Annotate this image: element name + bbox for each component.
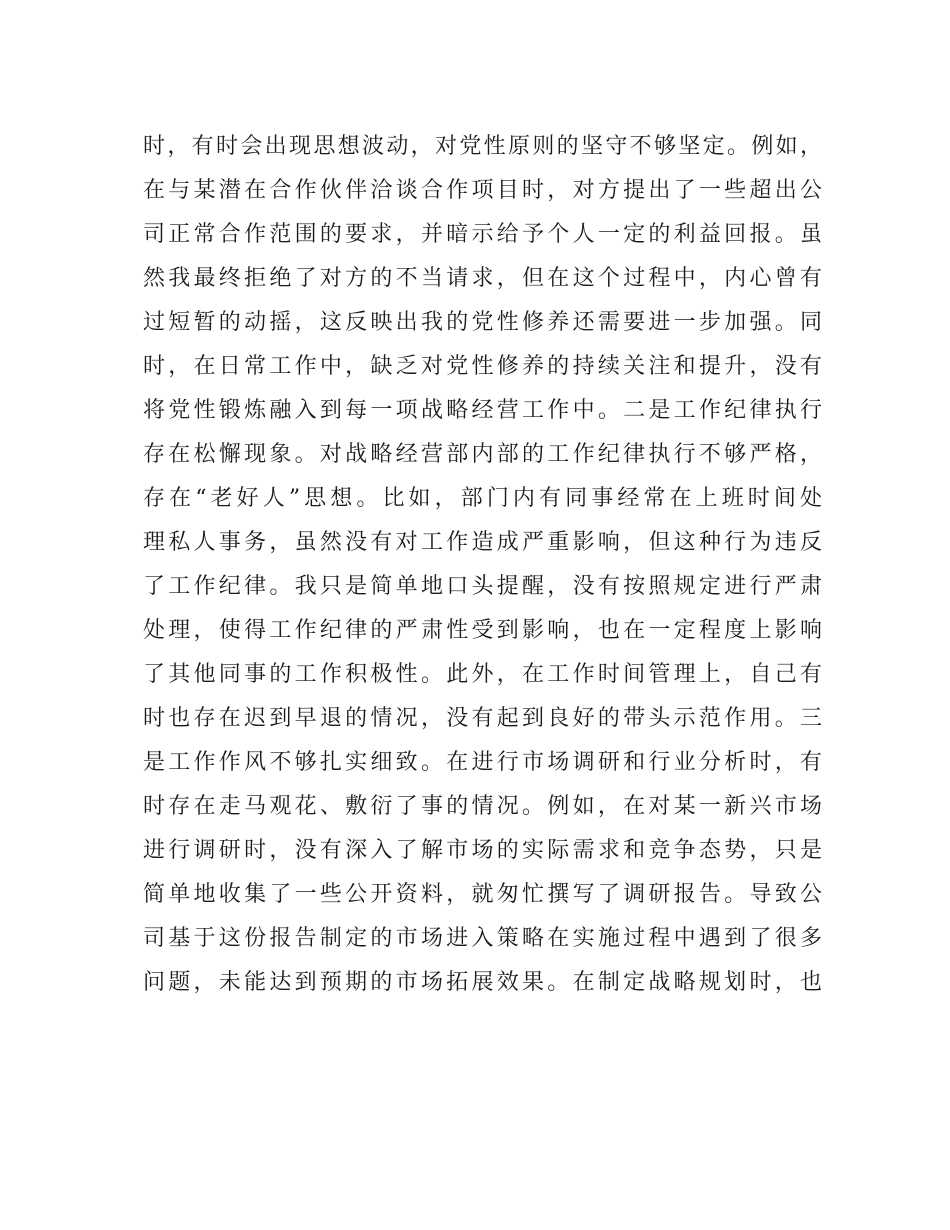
text-line: 然我最终拒绝了对方的不当请求，但在这个过程中，内心曾有	[143, 266, 822, 291]
text-line: 问题，未能达到预期的市场拓展效果。在制定战略规划时，也	[143, 970, 822, 995]
text-line: 进行调研时，没有深入了解市场的实际需求和竞争态势，只是	[143, 838, 822, 863]
text-line: 时，有时会出现思想波动，对党性原则的坚守不够坚定。例如，	[143, 134, 822, 159]
text-line: 简单地收集了一些公开资料，就匆忙撰写了调研报告。导致公	[143, 882, 822, 907]
text-line: 理私人事务，虽然没有对工作造成严重影响，但这种行为违反	[143, 530, 822, 555]
text-line: 了工作纪律。我只是简单地口头提醒，没有按照规定进行严肃	[143, 574, 822, 599]
text-line: 将党性锻炼融入到每一项战略经营工作中。二是工作纪律执行	[143, 398, 822, 423]
text-line: 时存在走马观花、敷衍了事的情况。例如，在对某一新兴市场	[143, 794, 822, 819]
text-line: 司正常合作范围的要求，并暗示给予个人一定的利益回报。虽	[143, 222, 822, 247]
text-line: 时，在日常工作中，缺乏对党性修养的持续关注和提升，没有	[143, 354, 822, 379]
text-line: 过短暂的动摇，这反映出我的党性修养还需要进一步加强。同	[143, 310, 822, 335]
text-line: 处理，使得工作纪律的严肃性受到影响，也在一定程度上影响	[143, 618, 822, 643]
text-line: 存在“老好人”思想。比如，部门内有同事经常在上班时间处	[143, 486, 822, 511]
text-line: 时也存在迟到早退的情况，没有起到良好的带头示范作用。三	[143, 706, 822, 731]
text-line: 司基于这份报告制定的市场进入策略在实施过程中遇到了很多	[143, 926, 822, 951]
text-line: 了其他同事的工作积极性。此外，在工作时间管理上，自己有	[143, 662, 822, 687]
text-line: 是工作作风不够扎实细致。在进行市场调研和行业分析时，有	[143, 750, 822, 775]
text-line: 在与某潜在合作伙伴洽谈合作项目时，对方提出了一些超出公	[143, 178, 822, 203]
text-line: 存在松懈现象。对战略经营部内部的工作纪律执行不够严格，	[143, 442, 822, 467]
